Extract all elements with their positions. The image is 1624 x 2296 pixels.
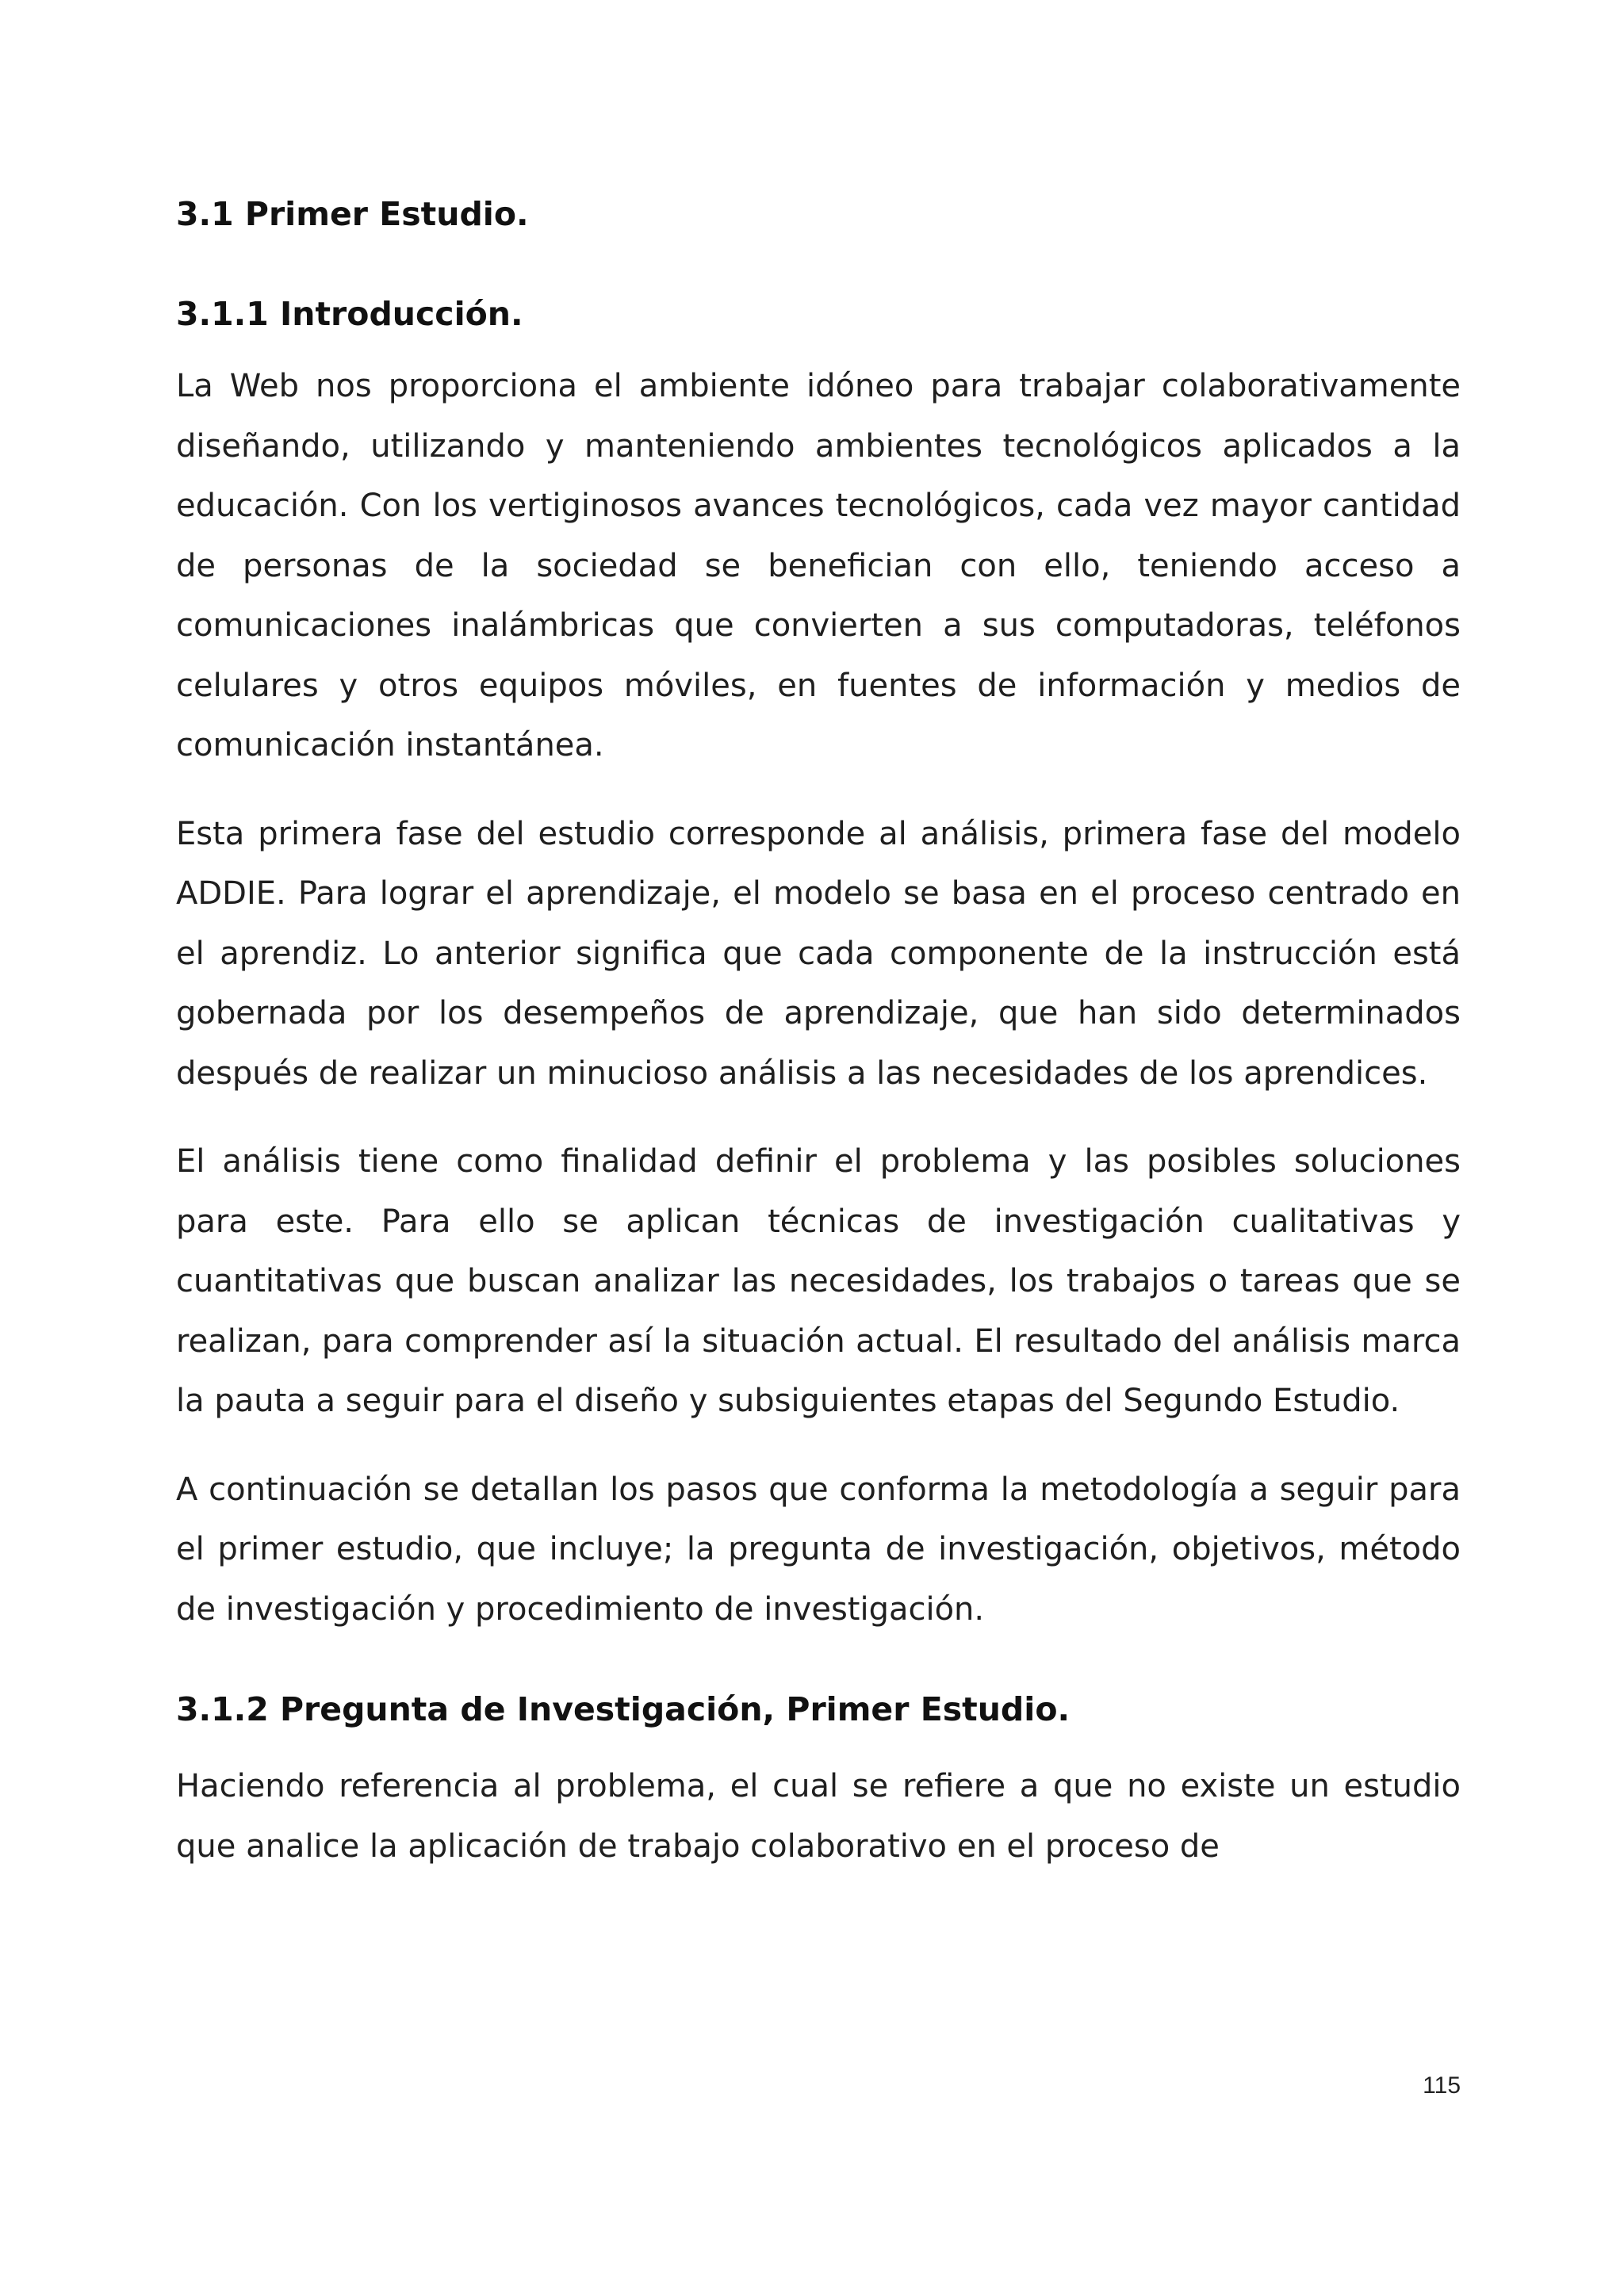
paragraph-methodology: A continuación se detallan los pasos que conforma la metodología a seguir para el primer estudio, que incluye; la pregunta de investigación, objetivos, método de investigación y procedimiento de investigación. [176, 1471, 1461, 1628]
document-page [176, 190, 1461, 1905]
research-question-heading: 3.1.2 Pregunta de Investigación, Primer Estudio. [176, 1690, 1071, 1728]
paragraph-analysis: El análisis tiene como finalidad definir el problema y las posibles soluciones para este. Para ello se aplican técnicas de investigación cualitativas y cuantitativas que buscan analizar las necesidades, los trabajos o tareas que se realizan, para comprender así la situación actual. El resultado del análisis marca la pauta a seguir para el diseño y subsiguientes etapas del Segundo Estudio. [176, 1143, 1461, 1419]
paragraph-web-environment: La Web nos proporciona el ambiente idóneo para trabajar colaborativamente diseñando, utilizando y manteniendo ambientes tecnológicos aplicados a la educación. Con los vertiginosos avances tecnológicos, cada vez mayor cantidad de personas de la sociedad se benefician con ello, teniendo acceso a comunicaciones inalámbricas que convierten a sus computadoras, teléfonos celulares y otros equipos móviles, en fuentes de información y medios de comunicación instantánea. [176, 368, 1461, 763]
section-heading: 3.1 Primer Estudio. [176, 195, 529, 233]
page-number: 115 [1423, 2072, 1461, 2099]
paragraph-addie-model: Esta primera fase del estudio corresponde al análisis, primera fase del modelo ADDIE. Para lograr el aprendizaje, el modelo se basa en el proceso centrado en el aprendiz. Lo anterior significa que cada componente de la instrucción está gobernada por los desempeños de aprendizaje, que han sido determinados después de realizar un minucioso análisis a las necesidades de los aprendices. [176, 815, 1461, 1092]
introduction-heading: 3.1.1 Introducción. [176, 295, 523, 333]
paragraph-problem: Haciendo referencia al problema, el cual se refiere a que no existe un estudio que analice la aplicación de trabajo colaborativo en el proceso de [176, 1768, 1461, 1865]
